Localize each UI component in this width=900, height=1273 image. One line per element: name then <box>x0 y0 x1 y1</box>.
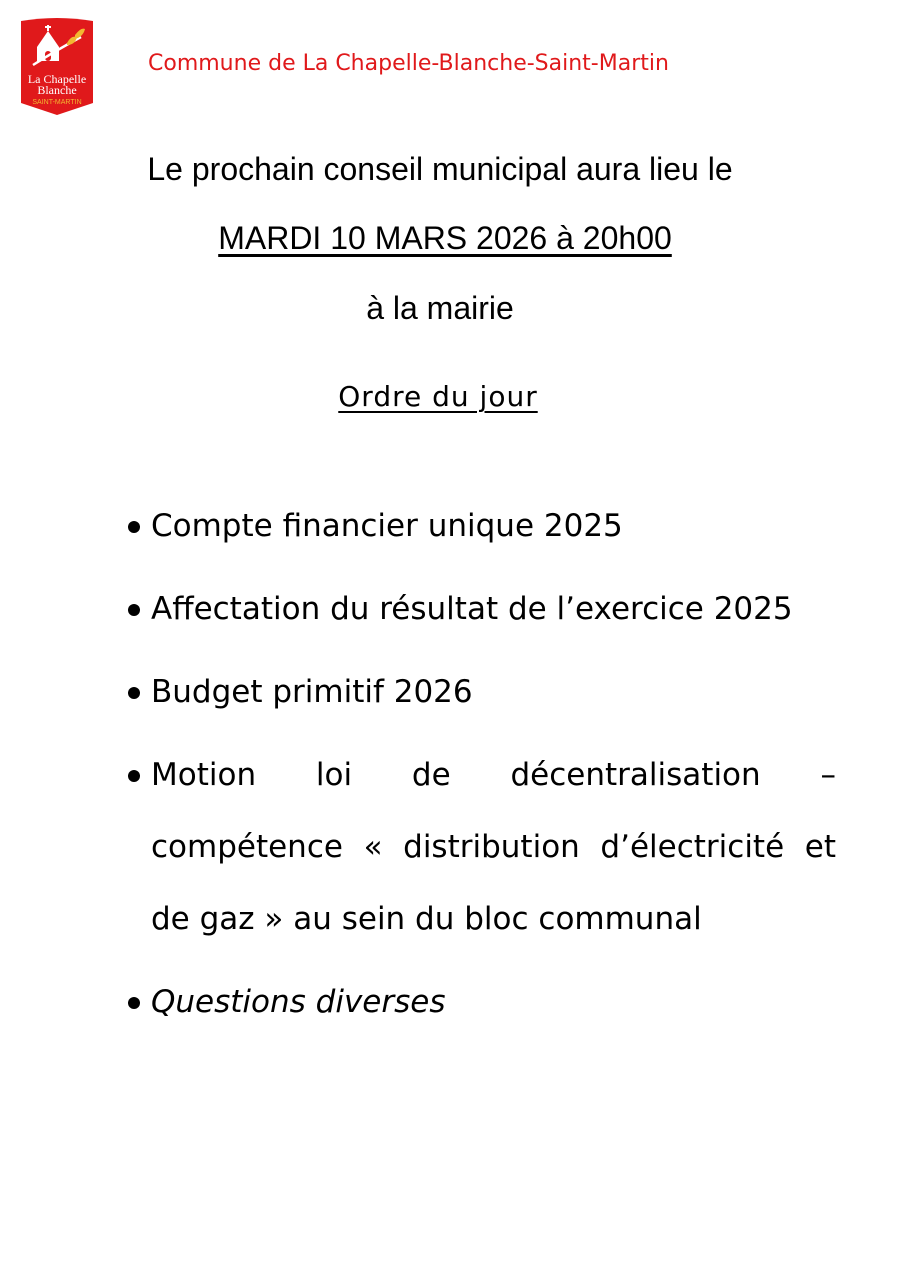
agenda-item-text: Compte financier unique 2025 <box>151 508 623 544</box>
agenda-item-text: Questions diverses <box>151 984 446 1020</box>
svg-text:Blanche: Blanche <box>37 83 77 97</box>
agenda-item <box>126 739 836 955</box>
agenda-item <box>126 490 836 562</box>
notice-intro: Le prochain conseil municipal aura lieu le <box>147 151 733 187</box>
agenda-title: Ordre du jour <box>338 380 538 413</box>
commune-logo <box>19 17 95 117</box>
notice-date-line <box>0 220 880 257</box>
agenda-item <box>126 656 836 728</box>
agenda-item-text: Motion loi de décentralisation – compétence « distribution d’électricité et de gaz » au sein du bloc communal <box>151 757 836 937</box>
notice-place: à la mairie <box>366 290 514 326</box>
bullet-icon <box>128 997 140 1009</box>
agenda-list <box>126 490 836 1049</box>
agenda-title-line <box>0 380 876 413</box>
bullet-icon <box>128 521 140 533</box>
agenda-item <box>126 573 836 645</box>
svg-text:La Chapelle: La Chapelle <box>27 72 87 86</box>
bullet-icon <box>128 770 140 782</box>
commune-name: Commune de La Chapelle-Blanche-Saint-Martin <box>148 51 669 76</box>
notice-date: MARDI 10 MARS 2026 à 20h00 <box>218 220 672 256</box>
bullet-icon <box>128 604 140 616</box>
agenda-item-text: Budget primitif 2026 <box>151 674 473 710</box>
agenda-item <box>126 966 836 1038</box>
bullet-icon <box>128 687 140 699</box>
agenda-item-text: Affectation du résultat de l’exercice 2025 <box>151 591 793 627</box>
svg-text:SAINT-MARTIN: SAINT-MARTIN <box>32 99 82 106</box>
